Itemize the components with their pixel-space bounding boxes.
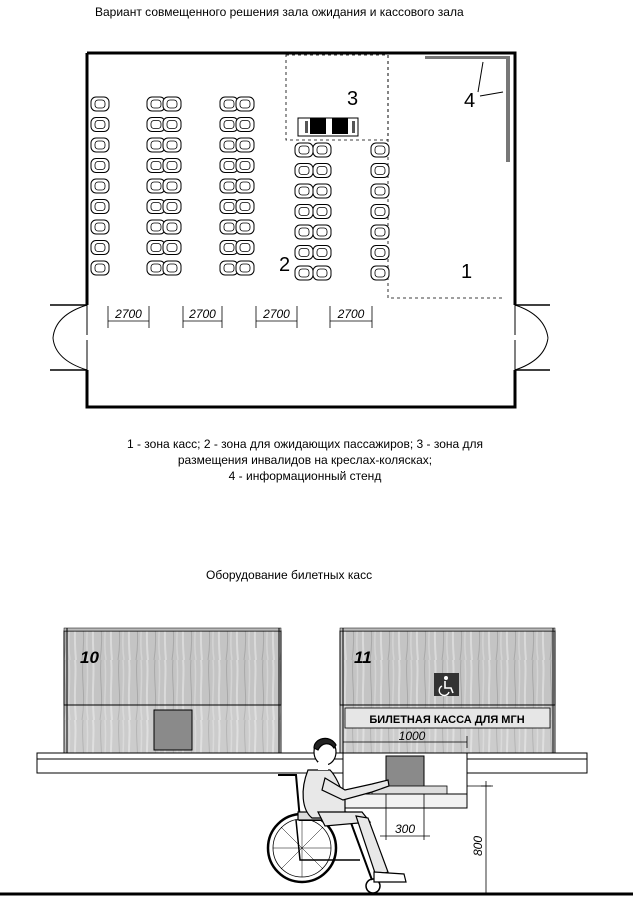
seat — [313, 205, 331, 219]
seat — [236, 220, 254, 234]
seat — [91, 118, 109, 132]
dim-counter-height: 800 — [471, 835, 485, 857]
ticket-window-10-opening — [154, 710, 192, 750]
seat — [295, 143, 313, 157]
seat — [371, 266, 389, 280]
seat — [147, 241, 165, 255]
seat — [295, 164, 313, 178]
seat — [313, 143, 331, 157]
seat — [371, 205, 389, 219]
info-stand — [425, 56, 510, 59]
seat — [236, 97, 254, 111]
seat — [236, 179, 254, 193]
seat — [295, 266, 313, 280]
seat — [295, 205, 313, 219]
ticket-window-10-top — [64, 631, 281, 705]
seat — [220, 179, 238, 193]
seat — [371, 225, 389, 239]
seat — [220, 159, 238, 173]
seat — [313, 266, 331, 280]
dimension-label: 2700 — [263, 307, 290, 321]
seat — [295, 246, 313, 260]
seat — [147, 118, 165, 132]
dimension-label: 2700 — [115, 307, 142, 321]
plan-dimensions — [108, 306, 372, 328]
seat — [236, 241, 254, 255]
seat — [236, 200, 254, 214]
zone-label-1: 1 — [461, 261, 473, 283]
seat — [220, 138, 238, 152]
plan-legend-line-2: размещения инвалидов на креслах-колясках; — [177, 453, 433, 467]
plan-legend-line-3: 4 - информационный стенд — [228, 469, 382, 483]
accessible-window — [386, 756, 424, 790]
seat — [91, 241, 109, 255]
seat — [163, 179, 181, 193]
seat — [147, 138, 165, 152]
seat — [371, 164, 389, 178]
seat — [91, 159, 109, 173]
seat — [91, 261, 109, 275]
zone-1-outline — [388, 55, 505, 298]
seat — [220, 200, 238, 214]
seat — [163, 97, 181, 111]
seat — [236, 138, 254, 152]
seat — [236, 118, 254, 132]
zone-label-2: 2 — [279, 254, 291, 276]
seat — [220, 220, 238, 234]
seat — [147, 200, 165, 214]
seat — [295, 184, 313, 198]
seat — [147, 97, 165, 111]
seat — [91, 200, 109, 214]
seat — [91, 97, 109, 111]
plan-title: Вариант совмещенного решения зала ожидания и кассового зала — [95, 5, 464, 19]
seat — [147, 220, 165, 234]
seat — [163, 138, 181, 152]
seat — [220, 97, 238, 111]
seat — [163, 220, 181, 234]
seat — [295, 225, 313, 239]
seat — [220, 241, 238, 255]
seat — [163, 118, 181, 132]
seat — [220, 118, 238, 132]
dimension-label: 2700 — [337, 307, 365, 321]
dim-window-width: 300 — [394, 822, 416, 836]
panel-number-11: 11 — [354, 648, 372, 667]
seat — [371, 246, 389, 260]
floor-plan — [50, 53, 550, 407]
seat — [147, 261, 165, 275]
seat — [371, 143, 389, 157]
zone-label-4: 4 — [464, 90, 476, 112]
left-door — [53, 305, 87, 370]
wall-bottom — [87, 370, 515, 407]
seat — [91, 179, 109, 193]
seat — [220, 261, 238, 275]
ticket-office-elevation — [0, 628, 633, 894]
wheelchair-accessibility-icon — [434, 673, 459, 696]
seat — [147, 179, 165, 193]
plan-legend-line-1: 1 - зона касс; 2 - зона для ожидающих пассажиров; 3 - зона для — [126, 437, 484, 451]
seat — [163, 159, 181, 173]
seat — [313, 225, 331, 239]
seat — [163, 200, 181, 214]
sign-text: БИЛЕТНАЯ КАССА ДЛЯ МГН — [369, 714, 525, 726]
elevation-title: Оборудование билетных касс — [206, 568, 373, 582]
dim-counter-width: 1000 — [398, 729, 426, 743]
seat — [91, 220, 109, 234]
dimension-label: 2700 — [189, 307, 216, 321]
right-door — [515, 305, 548, 370]
seat — [313, 246, 331, 260]
zone-label-3: 3 — [347, 88, 359, 110]
counter-ledge — [37, 753, 587, 759]
seat — [371, 184, 389, 198]
panel-number-10: 10 — [80, 648, 99, 667]
seat — [91, 138, 109, 152]
seat — [163, 261, 181, 275]
seat — [163, 241, 181, 255]
seat — [236, 261, 254, 275]
seat — [236, 159, 254, 173]
seat — [313, 184, 331, 198]
seat — [147, 159, 165, 173]
seat — [313, 164, 331, 178]
wheelchair-symbols — [298, 118, 358, 136]
